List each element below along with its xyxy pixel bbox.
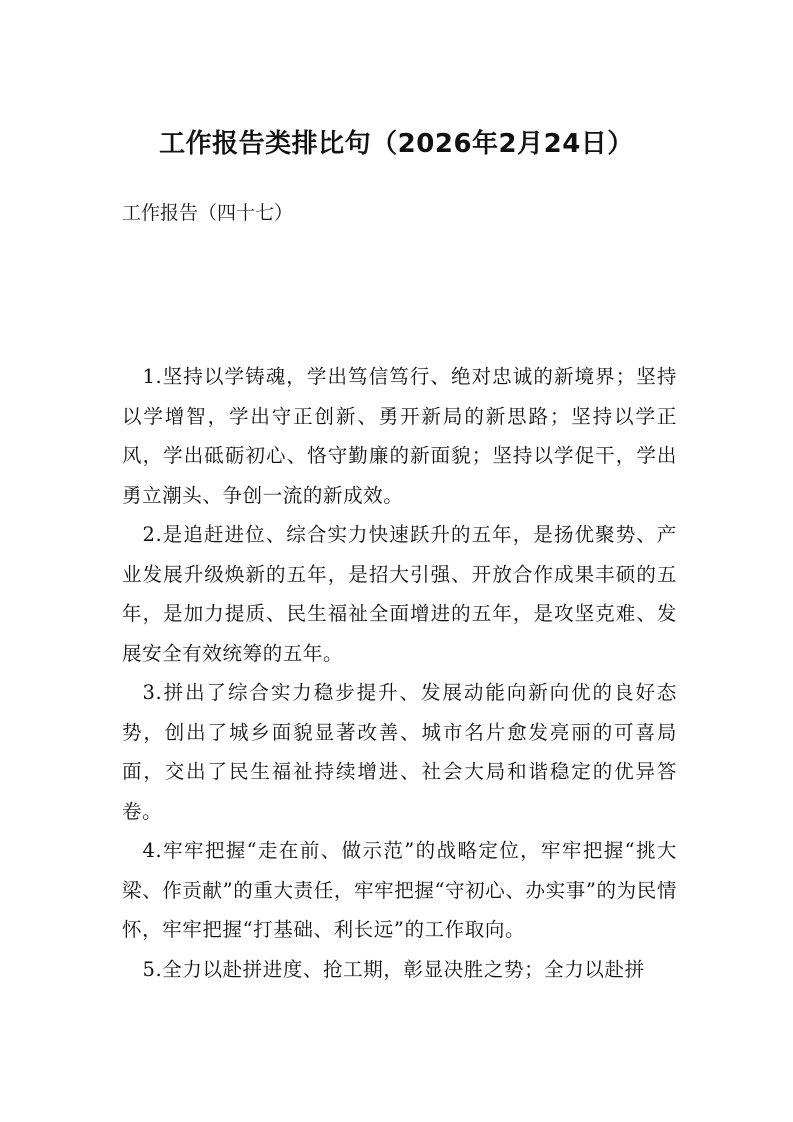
paragraph-3: 3.拼出了综合实力稳步提升、发展动能向新向优的良好态势，创出了城乡面貌显著改善、城市名片愈发亮丽的可喜局面，交出了民生福祉持续增进、社会大局和谐稳定的优异答卷。 bbox=[122, 681, 677, 823]
paragraph-2: 2.是追赶进位、综合实力快速跃升的五年，是扬优聚势、产业发展升级焕新的五年，是招大引强、开放合作成果丰硕的五年，是加力提质、民生福祉全面增进的五年，是攻坚克难、发展安全有效统筹的五年。 bbox=[122, 523, 677, 665]
paragraph-5: 5.全力以赴拼进度、抢工期，彰显决胜之势；全力以赴拼 bbox=[142, 957, 645, 981]
document-subtitle: 工作报告（四十七） bbox=[122, 202, 294, 224]
document-title: 工作报告类排比句（2026年2月24日） bbox=[159, 129, 634, 159]
paragraph-1: 1.坚持以学铸魂，学出笃信笃行、绝对忠诚的新境界；坚持以学增智，学出守正创新、勇开新局的新思路；坚持以学正风，学出砥砺初心、恪守勤廉的新面貌；坚持以学促干，学出勇立潮头、争创一流的新成效。 bbox=[122, 365, 677, 507]
document-body bbox=[122, 357, 677, 989]
paragraph-4: 4.牢牢把握“走在前、做示范”的战略定位，牢牢把握“挑大梁、作贡献”的重大责任，牢牢把握“守初心、办实事”的为民情怀，牢牢把握“打基础、利长远”的工作取向。 bbox=[122, 839, 677, 941]
